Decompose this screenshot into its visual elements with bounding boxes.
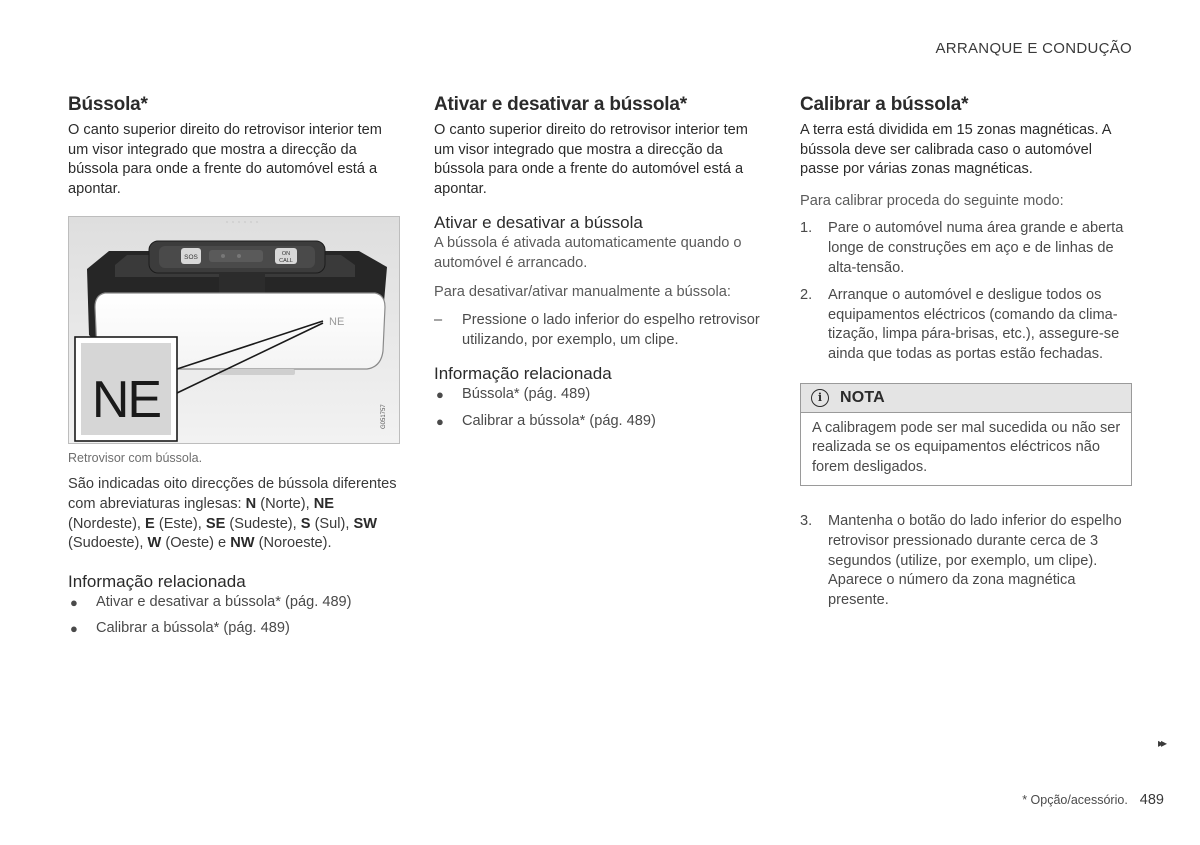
mirror-figure [68, 216, 400, 444]
dir-w-desc: (Oeste) e [161, 535, 231, 552]
dir-w: W [147, 535, 162, 552]
step-number: 2. [800, 287, 813, 304]
dir-s-desc: (Sul), [310, 515, 354, 532]
calibration-steps-cont [800, 512, 1132, 610]
calibration-steps [800, 219, 1132, 364]
activate-subtitle: Ativar e desativar a bússola [434, 213, 643, 233]
footnote: * Opção/acessório. [1022, 793, 1128, 807]
dir-nw-desc: (Noroeste). [254, 535, 332, 552]
oncall-button-label-1: ON [281, 251, 291, 258]
dir-nw: NW [230, 535, 255, 552]
auto-activation-text: A bússola é ativada automaticamente quando o automóvel é arrancado. [434, 235, 742, 271]
figure-ref-code: G051757 [381, 404, 387, 430]
oncall-button-label-2: CALL [279, 258, 293, 265]
step-text: Mantenha o botão do lado inferior do espelho retrovisor pressionado durante cerca de 3 segundos (utilize, por exemplo, um clipe). Aparece o número da zona magnética presente. [828, 513, 1122, 608]
page-number: 489 [1139, 792, 1164, 808]
column-calibrate [800, 94, 1132, 618]
note-box [800, 383, 1132, 487]
related-link[interactable] [68, 593, 400, 613]
column-compass [68, 94, 400, 646]
dir-sw-desc: (Sudoeste), [68, 535, 148, 552]
manual-steps [434, 311, 766, 350]
bullet-icon: ● [70, 594, 78, 610]
dir-n-desc: (Norte), [256, 495, 314, 512]
note-header [801, 384, 1131, 413]
activate-title: Ativar e desativar a bússola* [434, 94, 687, 115]
compass-directions [68, 475, 400, 553]
step-number: 1. [800, 220, 813, 237]
calibration-step [800, 512, 1132, 610]
manual-step-text: Pressione o lado inferior do espelho retrovisor utilizando, por exemplo, um clipe. [462, 312, 760, 348]
related-link[interactable] [434, 412, 766, 432]
calibration-step [800, 286, 1132, 364]
compass-intro: O canto superior direito do retrovisor interior tem um visor integrado que mostra a direcção da bússola para onde a frente do automóvel está a apontar. [68, 122, 382, 197]
dir-ne: NE [313, 495, 335, 512]
related-links [434, 385, 766, 431]
bullet-icon: ● [436, 387, 444, 403]
figure-caption: Retrovisor com bússola. [68, 451, 203, 466]
dir-se: SE [205, 515, 226, 532]
step-text: Pare o automóvel numa área grande e aberta longe de construções em aço e de linhas de alta-tensão. [828, 220, 1124, 276]
dir-ne-desc: (Nordeste), [68, 515, 146, 532]
related-link-text: Bússola* (pág. 489) [462, 386, 591, 403]
activate-intro: O canto superior direito do retrovisor interior tem um visor integrado que mostra a direcção da bússola para onde a frente do automóvel está a apontar. [434, 122, 748, 197]
step-number: 3. [800, 513, 813, 530]
dir-n: N [245, 495, 257, 512]
mirror-illustration [69, 217, 399, 443]
related-link[interactable] [434, 385, 766, 405]
related-link[interactable] [68, 619, 400, 639]
dir-e-desc: (Este), [154, 515, 206, 532]
bullet-icon: ● [70, 621, 78, 637]
related-links [68, 593, 400, 639]
dir-s: S [300, 515, 311, 532]
procedure-text: Para calibrar proceda do seguinte modo: [800, 192, 1064, 209]
zoomed-compass-readout: NE [91, 371, 161, 430]
related-info-title: Informação relacionada [68, 571, 246, 591]
mirror-compass-readout: NE [329, 316, 345, 329]
manual-activation-text: Para desativar/ativar manualmente a bússola: [434, 283, 731, 300]
bullet-icon: ● [436, 413, 444, 429]
related-link-text: Calibrar a bússola* (pág. 489) [462, 412, 656, 429]
column-activate [434, 94, 766, 439]
dir-sw: SW [353, 515, 378, 532]
page-footer [1022, 792, 1164, 808]
note-title: NOTA [840, 388, 885, 406]
dash-icon: – [434, 312, 443, 329]
manual-step [434, 311, 766, 350]
compass-title: Bússola* [68, 94, 148, 115]
step-text: Arranque o automóvel e desligue todos os equipamentos eléctricos (comando da climatização, limpa pára-brisas, etc.), assegure-se ainda que todas as portas estão fechadas. [828, 287, 1120, 362]
next-page-arrow-icon[interactable]: ▸▸ [1157, 736, 1164, 750]
section-header: ARRANQUE E CONDUÇÃO [935, 40, 1132, 57]
calibration-step [800, 219, 1132, 278]
calibrate-intro: A terra está dividida em 15 zonas magnéticas. A bússola deve ser calibrada caso o automóvel passe por várias zonas magnéticas. [800, 122, 1111, 178]
directions-intro: São indicadas oito direcções de bússola diferentes com abreviaturas inglesas: [68, 476, 397, 512]
info-icon: i [811, 389, 829, 407]
related-link-text: Calibrar a bússola* (pág. 489) [96, 620, 290, 637]
dir-se-desc: (Sudeste), [225, 515, 301, 532]
dir-e: E [145, 515, 155, 532]
related-info-title: Informação relacionada [434, 364, 612, 384]
note-text: A calibragem pode ser mal sucedida ou não ser realizada se os equipamentos eléctricos não forem desligados. [812, 419, 1121, 475]
related-link-text: Ativar e desativar a bússola* (pág. 489) [96, 593, 352, 610]
sos-button-label: SOS [184, 254, 198, 262]
calibrate-title: Calibrar a bússola* [800, 94, 969, 115]
